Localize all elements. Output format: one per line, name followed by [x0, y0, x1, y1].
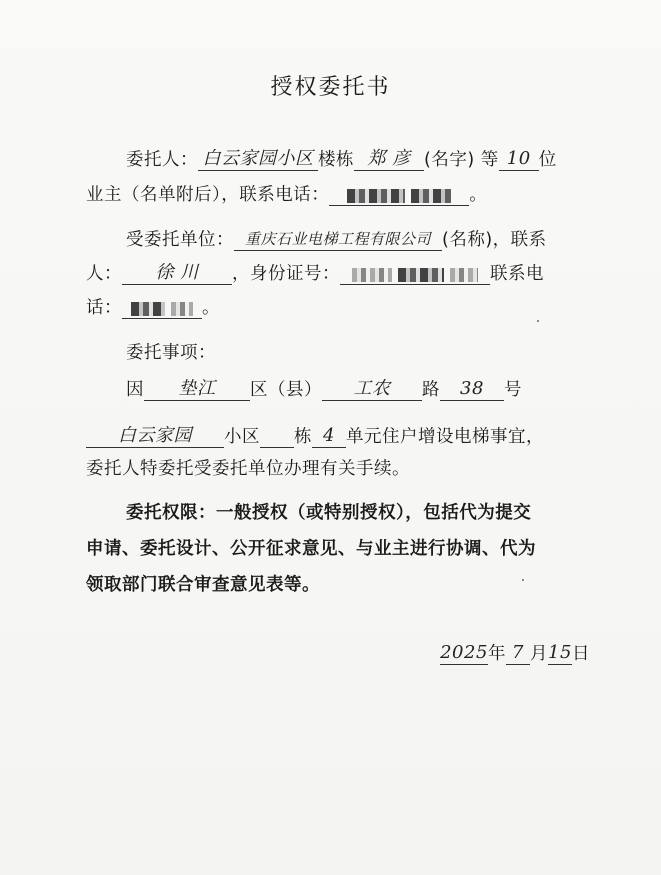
- date-month-handwritten: 7: [506, 642, 530, 665]
- date-day-label: 日: [572, 644, 590, 664]
- owner-list-phone-label: 业主（名单附后），联系电话：: [86, 185, 330, 205]
- agent-id-label: ，身份证号：: [232, 264, 340, 284]
- agent-person-handwritten: 徐 川: [122, 262, 232, 285]
- agent-phone-redacted: [122, 296, 202, 319]
- redaction-mark: [131, 302, 165, 316]
- redaction-mark: [352, 268, 392, 282]
- document-title: 授权委托书: [270, 75, 391, 100]
- owner-count-suffix: 位: [538, 150, 557, 170]
- agent-line-2: [86, 262, 544, 285]
- district-handwritten: 垫江: [144, 378, 250, 401]
- principal-label: 委托人：: [126, 150, 198, 170]
- matters-line-1: [126, 378, 522, 401]
- building-blank: [260, 425, 294, 448]
- paper-speck: [522, 579, 524, 581]
- principal-community-handwritten: 白云家园小区: [198, 148, 318, 171]
- road-label: 路: [422, 380, 440, 400]
- date-day-handwritten: 15: [548, 642, 572, 663]
- date-line: [440, 642, 590, 665]
- owner-count-handwritten: 10: [499, 148, 539, 171]
- redaction-mark: [398, 268, 444, 282]
- redaction-mark: [171, 302, 193, 316]
- date-year-label: 年: [488, 644, 506, 664]
- matters-closing-line: [86, 458, 410, 480]
- principal-line-end: 。: [469, 185, 488, 205]
- matters-label-line: [126, 342, 216, 364]
- principal-phone-redacted: [329, 183, 469, 206]
- agent-label: 受委托单位：: [126, 230, 234, 250]
- authority-line-2: 申请、委托设计、公开征求意见、与业主进行协调、代为: [86, 539, 536, 559]
- agent-person-label: 人：: [86, 264, 122, 284]
- owner-name-handwritten: 郑 彦: [354, 148, 424, 171]
- principal-name-suffix: (名字) 等: [424, 150, 499, 170]
- unit-handwritten: 4: [312, 425, 346, 448]
- building-label: 栋: [294, 427, 312, 447]
- estate-label: 小区: [224, 427, 260, 447]
- agent-phone-label: 联系电: [490, 264, 544, 284]
- principal-line-2: [86, 183, 487, 206]
- redaction-mark: [411, 189, 451, 203]
- estate-handwritten: 白云家园: [86, 425, 224, 448]
- matters-yin: 因: [126, 380, 144, 400]
- date-year-handwritten: 2025: [440, 642, 488, 663]
- redaction-mark: [347, 189, 405, 203]
- date-month-label: 月: [530, 644, 548, 664]
- agent-line-end: 。: [202, 298, 220, 318]
- authority-line-3: 领取部门联合审查意见表等。: [86, 575, 320, 595]
- unit-text: 单元住户增设电梯事宜，: [346, 427, 544, 447]
- agent-id-redacted: [340, 262, 490, 285]
- district-label: 区（县）: [250, 380, 322, 400]
- matters-line-2: [86, 425, 544, 448]
- matters-closing: 委托人特委托受委托单位办理有关手续。: [86, 459, 410, 479]
- principal-line-1: [126, 148, 557, 171]
- principal-building-prefix: 楼栋: [318, 150, 354, 170]
- paper-speck: [537, 320, 539, 322]
- agent-company-handwritten: 重庆石业电梯工程有限公司: [234, 228, 442, 251]
- road-handwritten: 工农: [322, 378, 422, 401]
- number-handwritten: 38: [440, 378, 504, 401]
- agent-phone-label-2: 话：: [86, 298, 122, 318]
- number-label: 号: [504, 380, 522, 400]
- agent-line-1: [126, 228, 547, 251]
- agent-line-3: [86, 296, 220, 319]
- authority-line-1: 委托权限：一般授权（或特别授权），包括代为提交: [126, 503, 532, 523]
- redaction-mark: [450, 268, 478, 282]
- agent-name-suffix: (名称)，联系: [442, 230, 547, 250]
- matters-label: 委托事项：: [126, 343, 216, 363]
